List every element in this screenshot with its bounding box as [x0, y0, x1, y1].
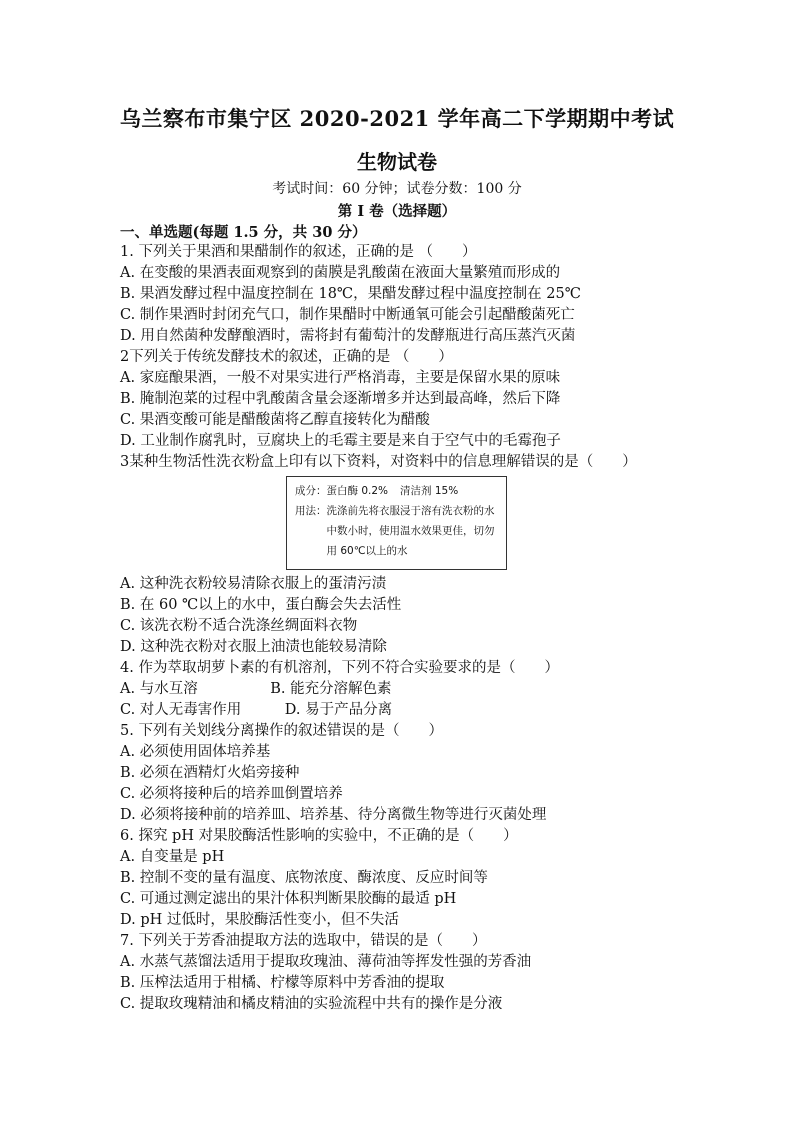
option-line: A. 自变量是 pH [120, 849, 225, 865]
option-line: B. 压榨法适用于柑橘、柠檬等原料中芳香油的提取 [120, 975, 445, 991]
exam-meta: 考试时间：60 分钟；试卷分数：100 分 [272, 181, 522, 197]
question-line: 5. 下列有关划线分离操作的叙述错误的是（ ） [120, 723, 443, 739]
option-line: A. 这种洗衣粉较易清除衣服上的蛋清污渍 [120, 576, 387, 592]
option-line: B. 腌制泡菜的过程中乳酸菌含量会逐渐增多并达到最高峰，然后下降 [120, 391, 561, 407]
option-line: C. 必须将接种后的培养皿倒置培养 [120, 786, 343, 802]
option-line: D. 工业制作腐乳时，豆腐块上的毛霉主要是来自于空气中的毛霉孢子 [120, 433, 561, 449]
option-line: C. 制作果酒时封闭充气口，制作果醋时中断通氧可能会引起醋酸菌死亡 [120, 307, 575, 323]
option-line: A. 与水互溶 B. 能充分溶解色素 [120, 681, 392, 697]
ingredient-row [295, 481, 500, 501]
usage-text: 洗涤前先将衣服浸于溶有洗衣粉的水中数小时，使用温水效果更佳，切勿用 60℃以上的水 [326, 505, 495, 557]
ingredient-detergent: 清洁剂 15% [400, 485, 459, 497]
ingredient-label: 成分： [295, 485, 327, 497]
detergent-info-box [286, 476, 507, 570]
option-line: B. 在 60 ℃以上的水中，蛋白酶会失去活性 [120, 597, 402, 613]
ingredient-protease: 蛋白酶 0.2% [326, 485, 389, 497]
question-line: 4. 作为萃取胡萝卜素的有机溶剂，下列不符合实验要求的是（ ） [120, 660, 559, 676]
option-line: A. 水蒸气蒸馏法适用于提取玫瑰油、薄荷油等挥发性强的芳香油 [120, 954, 532, 970]
option-line: B. 控制不变的量有温度、底物浓度、酶浓度、反应时间等 [120, 870, 488, 886]
option-line: D. pH 过低时，果胶酶活性变小，但不失活 [120, 912, 399, 928]
question-line: 7. 下列关于芳香油提取方法的选取中，错误的是（ ） [120, 933, 487, 949]
question-line: 6. 探究 pH 对果胶酶活性影响的实验中，不正确的是（ ） [120, 828, 518, 844]
question-line: 1. 下列关于果酒和果醋制作的叙述，正确的是 （ ） [120, 244, 477, 260]
option-line: C. 该洗衣粉不适合洗涤丝绸面料衣物 [120, 618, 358, 634]
exam-subtitle: 生物试卷 [357, 150, 437, 174]
section-heading: 一、单选题(每题 1.5 分，共 30 分） [120, 224, 367, 241]
option-line: A. 家庭酿果酒，一般不对果实进行严格消毒，主要是保留水果的原味 [120, 370, 561, 386]
question-line: 3某种生物活性洗衣粉盒上印有以下资料，对资料中的信息理解错误的是（ ） [120, 454, 637, 470]
option-line: B. 果酒发酵过程中温度控制在 18℃，果醋发酵过程中温度控制在 25℃ [120, 286, 581, 302]
option-line: A. 必须使用固体培养基 [120, 744, 271, 760]
option-line: C. 提取玫瑰精油和橘皮精油的实验流程中共有的操作是分液 [120, 996, 503, 1012]
usage-label: 用法： [295, 505, 327, 517]
option-line: D. 这种洗衣粉对衣服上油渍也能较易清除 [120, 639, 387, 655]
option-line: D. 必须将接种前的培养皿、培养基、待分离微生物等进行灭菌处理 [120, 807, 547, 823]
exam-title: 乌兰察布市集宁区 2020-2021 学年高二下学期期中考试 [119, 106, 675, 131]
part-heading: 第 I 卷（选择题） [337, 203, 457, 220]
question-line: 2下列关于传统发酵技术的叙述，正确的是 （ ） [120, 349, 453, 365]
option-line: D. 用自然菌种发酵酿酒时，需将封有葡萄汁的发酵瓶进行高压蒸汽灭菌 [120, 328, 576, 344]
option-line: C. 果酒变酸可能是醋酸菌将乙醇直接转化为醋酸 [120, 412, 430, 428]
usage-row [295, 501, 500, 561]
option-line: C. 可通过测定滤出的果汁体积判断果胶酶的最适 pH [120, 891, 457, 907]
option-line: A. 在变酸的果酒表面观察到的菌膜是乳酸菌在液面大量繁殖而形成的 [120, 265, 561, 281]
option-line: C. 对人无毒害作用 D. 易于产品分离 [120, 702, 393, 718]
option-line: B. 必须在酒精灯火焰旁接种 [120, 765, 300, 781]
